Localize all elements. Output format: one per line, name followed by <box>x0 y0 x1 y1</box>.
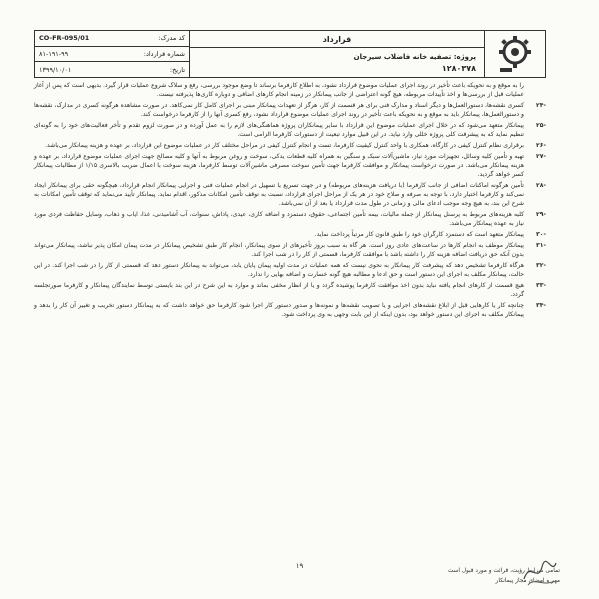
clause-number: -۳۰ <box>536 230 546 238</box>
clause-text: پیمانکار متعهد می‌شود که در خلال اجرای عملیات موضوع این قرارداد با سایر پیمانکاران پروژه هماهنگی‌های لازم را به عمل آورده و در صورت لزوم تقدم و تأخر فعالیت‌های خود را به گونه‌ای تنظیم نماید که به پیشرفت کلی پروژه خللی وارد نیاید. در این قبیل موارد تبعیت از دستورات کارفرما الزامی است. <box>34 122 524 138</box>
clause-number: -۲۷ <box>536 153 546 161</box>
clause-text: کلیه هزینه‌های مربوط به پرسنل پیمانکار از جمله مالیات، بیمه تأمین اجتماعی، حقوق، دستمزد و اضافه کاری، عیدی، پاداش، سنوات، آب آشامیدنی، غذا، ایاب و ذهاب، وسایل حفاظت فردی مورد نیاز به عهده پیمانکار می‌باشد. <box>34 210 524 227</box>
clause-paragraph <box>34 211 546 229</box>
footer-line-1: تمامی شرایط رؤیت، قرائت و مورد قبول است <box>447 568 560 574</box>
doc-code-label: کد مدرک: <box>158 34 185 43</box>
clause-paragraph <box>34 242 546 260</box>
clause-number: -۲۵ <box>536 122 546 129</box>
clause-paragraph <box>34 282 546 300</box>
clause-number: -۲۹ <box>536 210 546 218</box>
contract-number-cell <box>35 47 189 63</box>
clause-text: هیچ قسمت از کارهای انجام یافته نباید بدون اخذ موافقت کارفرما پوشیده گردد و یا از انظار مخفی بماند و موارد به این شرح در این بند بایستی توسط نمایندگان پیمانکار و کارفرما صورتجلسه گردد. <box>34 282 524 298</box>
project-info <box>190 48 484 77</box>
doc-code: CO-FR-095/01 <box>39 34 90 43</box>
clause-text: هرگاه کارفرما تشخیص دهد که پیشرفت کار پیمانکار به نحوی نیست که همه عملیات در مدت اولیه پیمان پایان یابد، می‌تواند به پیمانکار دستور دهد که قسمتی از کار را در شب اجرا کند. در این حالت، پیمانکار مکلف به اجرای این دستور است و حق ادعا و مطالبه هیچ گونه خسارت و اضافه بهایی را ندارد. <box>34 262 524 278</box>
signature-stamp <box>520 555 560 589</box>
header-center <box>190 31 485 77</box>
clause-paragraph <box>34 153 546 180</box>
project-name: پروژه: تصفیه خانه فاضلاب سیرجان <box>353 52 476 61</box>
clause-number: -۳۲ <box>536 262 546 269</box>
clause-text: چنانچه کار یا کارهایی قبل از ابلاغ نقشه‌های اجرایی و یا تصویب نقشه‌ها و نمونه‌ها و صدور دستور کار اجرا شود کارفرما حق خواهد داشت که به پیمانکار دستور تخریب و تغییر آن کار را بدهد و پیمانکار مکلف به اجرای این دستور خواهد بود، بدون اینکه از این بابت وجهی به وی پرداخت شود. <box>34 302 524 318</box>
clause-number: -۳۱ <box>536 242 546 249</box>
clause-paragraph <box>34 302 546 320</box>
clause-number: -۳۳ <box>536 282 546 289</box>
gear-logo-icon <box>492 34 538 74</box>
clause-text: کسری نقشه‌ها، دستورالعمل‌ها و دیگر اسناد و مدارک فنی برای هر قسمت از کار، هرگز از تعهدات پیمانکار مبنی بر اجرای کامل کار نمی‌کاهد. در صورت مشاهده هرگونه کسری در مدارک، نقشه‌ها و دستورالعمل‌ها، پیمانکار باید به موقع و به نحویکه باعث تأخیر در روند اجرای عملیات موضوع قرارداد نشود، رفع کسری آنها را از کارفرما درخواست کند. <box>34 102 524 118</box>
document-meta <box>35 31 190 77</box>
clause-text: پیمانکار متعهد است که دستمزد کارگران خود را طبق قانون کار مرتباً پرداخت نماید. <box>314 230 524 238</box>
clause-number: -۳۴ <box>536 302 546 309</box>
clause-paragraph <box>34 82 546 100</box>
project-number: ۱۲۸۰۳۷۸ <box>441 63 476 73</box>
footer-line-2: مهر و امضای مجاز پیمانکار <box>495 578 560 584</box>
header-table <box>34 30 546 78</box>
contract-body <box>34 82 546 322</box>
date-value: ۱۳۹۹/۱۰/۰۱ <box>39 65 72 74</box>
page-number: ۱۹ <box>295 562 304 570</box>
date-cell <box>35 62 189 77</box>
clause-text: تأمین هرگونه اماکنات اضافی از جانب کارفرما (با دریافت هزینه‌های مربوطه) و در جهت تسریع یا تسهیل در انجام عملیات فنی و اجرایی پیمانکار انجام قرارداد، هیچگونه حقی برای پیمانکار ایجاد نمی‌کند و کارفرما اختیار دارد، با توجه به صرفه و صلاح خود در هر یک از مراحل اجرای قرارداد، نسبت به توقف تأمین امکانات مذکور، اقدام نماید. پیمانکار تأیید می‌نماید که توقف تأمین امکانات به شرح این بند، به هیچ وجه موجب ادعای مالی و زمانی در طول مدت قرارداد یا بعد از آن نمی‌باشد. <box>34 182 524 207</box>
clause-paragraph <box>34 122 546 140</box>
clause-paragraph <box>34 142 546 151</box>
clause-number: -۲۶ <box>536 142 546 149</box>
clause-paragraph <box>34 231 546 240</box>
clause-text: تهیه و تأمین کلیه وسائل، تجهیزات مورد نیاز، ماشین‌آلات سبک و سنگین به همراه کلیه قطعات یدکی، سوخت و روغن مربوط به آنها و کلیه مصالح جهت اجرای عملیات موضوع قرارداد، بر عهده و هزینه پیمانکار می‌باشد. در صورت درخواست پیمانکار و موافقت کارفرما جهت تأمین سوخت مصرفی ماشین‌آلات توسط کارفرما، هزینه سوخت با اعمال ضریب بالاسری ۱/۱۵ از مطالبات پیمانکار کسر خواهد گردید. <box>34 153 524 178</box>
company-logo <box>485 31 545 77</box>
clause-number: -۲۸ <box>536 182 546 189</box>
clause-number: -۲۴ <box>536 102 546 109</box>
clause-paragraph <box>34 182 546 209</box>
clause-text: را به موقع و به نحویکه باعث تأخیر در روند اجرای عملیات موضوع قرارداد نشود، به اطلاع کارفرما برساند تا وضع موجود بررسی، رفع و سلاک شروع عملیات قرار گیرد. بدیهی است که پس از آغاز عملیات قبل از بررسی‌ها و اخذ تأییدات مربوطه، هیچ گونه اعتراضی از جانب پیمانکار در زمینه انجام کارهای اضافی و دوباره کاری‌ها پذیرفته نیست. <box>34 82 524 98</box>
doc-code-cell <box>35 31 189 47</box>
date-label: تاریخ: <box>169 65 185 74</box>
contract-number: ۸۱-۱۹۱-۹۹ <box>39 50 69 58</box>
clause-paragraph <box>34 262 546 280</box>
clause-text: پیمانکار موظف به انجام کارها در ساعت‌های عادی روز است. هر گاه به سبب بروز تأخیرهای از سوی پیمانکار، انجام کار طبق تشخیص پیمانکار در مدت پیمان امکان پذیر نباشد، پیمانکار می‌تواند بدون آنکه حق دریافت اضافه هزینه کار را داشته باشد با موافقت کارفرما، قسمتی از کار را در شب اجرا کند. <box>34 242 524 258</box>
document-title: قرارداد <box>190 31 484 48</box>
contract-number-label: شماره قرارداد: <box>143 50 185 58</box>
clause-text: برقراری نظام کنترل کیفی در کارگاه، همکاری با واحد کنترل کیفیت کارفرما، تست و انجام کنترل کیفی در مراحل مختلف کار در عملیات موضوع این قرارداد، بر عهده و هزینه پیمانکار می‌باشد. <box>44 142 524 149</box>
clause-paragraph <box>34 102 546 120</box>
